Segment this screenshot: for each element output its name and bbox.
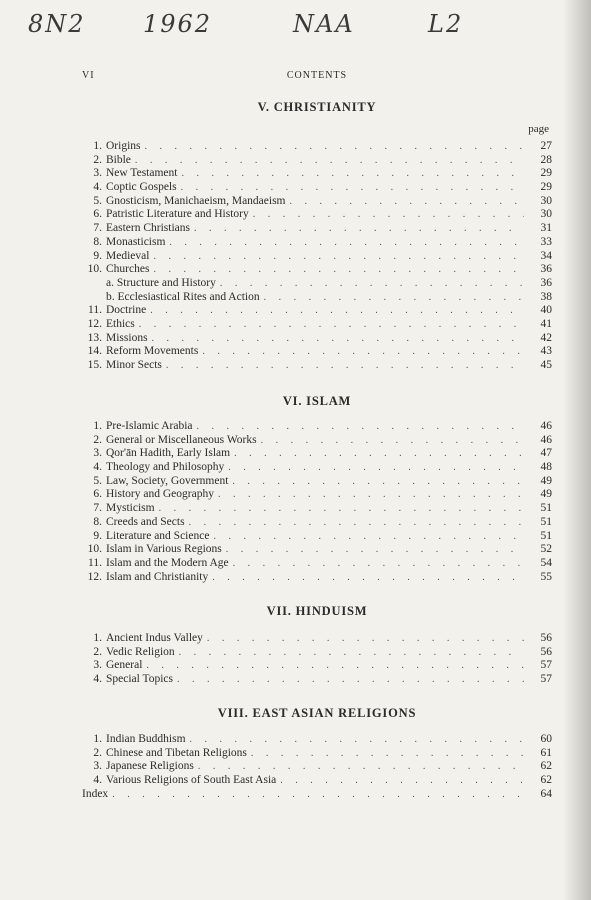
entry-label: Eastern Christians: [106, 222, 190, 235]
entry-number: 5.: [93, 474, 102, 487]
dot-leader: [232, 475, 524, 489]
page-column-label: page: [528, 123, 549, 135]
entry-page: 62: [540, 760, 552, 773]
toc-entry: [82, 304, 552, 318]
entry-label: Minor Sects: [106, 359, 162, 371]
entry-page: 38: [540, 290, 552, 303]
toc-entry: [82, 475, 552, 489]
entry-label: Indian Buddhism: [106, 733, 186, 745]
dot-leader: [177, 673, 524, 687]
dot-leader: [150, 304, 524, 318]
toc-entry: [82, 502, 552, 516]
handwritten-note: 1962: [143, 10, 213, 38]
dot-leader: [212, 571, 524, 585]
entry-label: Gnosticism, Manichaeism, Mandaeism: [106, 194, 286, 207]
entry-page: 61: [540, 746, 552, 759]
entry-page: 46: [540, 420, 552, 432]
entry-page: 34: [540, 249, 552, 262]
entry-number: 2.: [93, 433, 102, 446]
page-edge-shadow: [563, 0, 591, 900]
dot-leader: [153, 263, 524, 277]
entry-number: 10.: [87, 263, 102, 276]
dot-leader: [228, 461, 524, 475]
toc-entry: [82, 208, 552, 222]
dot-leader: [233, 557, 524, 571]
dot-leader: [169, 236, 524, 250]
toc-entry: [82, 774, 552, 788]
entry-number: 13.: [87, 331, 102, 344]
entry-number: 3.: [93, 659, 102, 672]
entry-page: 29: [540, 181, 552, 194]
entry-number: 2.: [93, 153, 102, 166]
toc-list-east-asian-religions: [82, 733, 552, 801]
toc-entry: [82, 140, 552, 154]
entry-label: a. Structure and History: [106, 276, 216, 289]
entry-label: General or Miscellaneous Works: [106, 433, 257, 446]
toc-entry: [82, 181, 552, 195]
entry-label: New Testament: [106, 167, 178, 180]
toc-entry: [82, 557, 552, 571]
toc-entry: [82, 571, 552, 585]
entry-number: 1.: [93, 140, 102, 152]
entry-page: 51: [540, 502, 552, 515]
entry-number: 11.: [88, 556, 102, 569]
entry-page: 62: [540, 774, 552, 787]
entry-page: 36: [540, 276, 552, 289]
entry-page: 64: [540, 787, 552, 800]
section-title-islam: VI. ISLAM: [282, 394, 352, 408]
entry-label: History and Geography: [106, 488, 214, 501]
entry-number: 3.: [93, 167, 102, 180]
entry-number: 1.: [93, 420, 102, 432]
dot-leader: [152, 332, 524, 346]
entry-label: Law, Society, Government: [106, 474, 229, 487]
entry-label: Ethics: [106, 317, 135, 330]
section-title-hinduism: VII. HINDUISM: [266, 604, 368, 618]
entry-number: 3.: [93, 447, 102, 460]
toc-entry: [82, 263, 552, 277]
entry-label: Ancient Indus Valley: [106, 632, 203, 644]
entry-number: 8.: [93, 515, 102, 528]
toc-entry: [82, 788, 552, 802]
toc-entry: [82, 318, 552, 332]
entry-label: Medieval: [106, 249, 150, 262]
entry-page: 56: [540, 645, 552, 658]
entry-page: 36: [540, 263, 552, 276]
dot-leader: [213, 530, 524, 544]
entry-page: 43: [540, 345, 552, 358]
entry-label: Various Religions of South East Asia: [106, 774, 277, 787]
section-title-christianity: V. CHRISTIANITY: [257, 100, 377, 114]
entry-label: Missions: [106, 331, 148, 344]
entry-number: 10.: [87, 543, 102, 556]
entry-label: Pre-Islamic Arabia: [106, 420, 193, 432]
page-header: [82, 70, 552, 84]
entry-label: Islam and the Modern Age: [106, 556, 229, 569]
entry-page: 40: [540, 304, 552, 317]
toc-entry: [82, 733, 552, 747]
toc-entry: [82, 359, 552, 373]
toc-entry: [82, 434, 552, 448]
entry-label: Chinese and Tibetan Religions: [106, 746, 247, 759]
entry-page: 57: [540, 673, 552, 686]
toc-list-islam: [82, 420, 552, 584]
dot-leader: [280, 774, 524, 788]
dot-leader: [146, 659, 524, 673]
dot-leader: [181, 167, 524, 181]
toc-entry: [82, 195, 552, 209]
entry-number: 8.: [93, 235, 102, 248]
toc-entry: [82, 530, 552, 544]
entry-label: Coptic Gospels: [106, 181, 177, 194]
handwritten-notes: [28, 10, 551, 50]
toc-entry: [82, 420, 552, 434]
entry-label: Vedic Religion: [106, 645, 175, 658]
entry-page: 30: [540, 208, 552, 221]
entry-label: Qor'ān Hadith, Early Islam: [106, 447, 231, 460]
entry-page: 52: [540, 543, 552, 556]
dot-leader: [189, 516, 524, 530]
page-title: CONTENTS: [286, 70, 348, 81]
entry-page: 47: [540, 447, 552, 460]
entry-page: 42: [540, 331, 552, 344]
dot-leader: [153, 250, 524, 264]
entry-page: 31: [540, 222, 552, 235]
dot-leader: [261, 434, 524, 448]
entry-number: 7.: [93, 502, 102, 515]
entry-number: 15.: [87, 359, 102, 371]
toc-entry: [82, 461, 552, 475]
entry-label: General: [106, 659, 143, 672]
dot-leader: [197, 420, 524, 434]
entry-label: Creeds and Sects: [106, 515, 185, 528]
entry-label: Japanese Religions: [106, 760, 194, 773]
entry-number: 4.: [93, 774, 102, 787]
dot-leader: [264, 291, 524, 305]
entry-number: 9.: [93, 249, 102, 262]
entry-number: 2.: [93, 746, 102, 759]
entry-number: 5.: [93, 194, 102, 207]
entry-page: 45: [540, 359, 552, 371]
entry-number: 6.: [93, 488, 102, 501]
entry-label: Mysticism: [106, 502, 155, 515]
toc-entry: [82, 488, 552, 502]
toc-entry: [82, 222, 552, 236]
entry-page: 60: [540, 733, 552, 745]
entry-page: 29: [540, 167, 552, 180]
dot-leader: [220, 277, 524, 291]
toc-entry: [82, 154, 552, 168]
entry-page: 56: [540, 632, 552, 644]
entry-page: 49: [540, 474, 552, 487]
entry-label: Special Topics: [106, 673, 174, 686]
dot-leader: [166, 359, 524, 373]
toc-entry: [82, 646, 552, 660]
dot-leader: [194, 222, 524, 236]
entry-number: 4.: [93, 673, 102, 686]
toc-entry: [82, 543, 552, 557]
entry-number: 1.: [93, 733, 102, 745]
toc-entry: [82, 760, 552, 774]
entry-number: 11.: [88, 304, 102, 317]
section-title-east-asian-religions: VIII. EAST ASIAN RELIGIONS: [217, 706, 417, 720]
dot-leader: [112, 788, 524, 802]
dot-leader: [207, 632, 524, 646]
entry-page: 30: [540, 194, 552, 207]
dot-leader: [145, 140, 525, 154]
entry-page: 46: [540, 433, 552, 446]
entry-number: 4.: [93, 181, 102, 194]
dot-leader: [202, 345, 524, 359]
entry-label: Origins: [106, 140, 141, 152]
dot-leader: [159, 502, 524, 516]
entry-label: Monasticism: [106, 235, 166, 248]
dot-leader: [253, 208, 524, 222]
entry-page: 51: [540, 529, 552, 542]
toc-entry: [82, 632, 552, 646]
entry-number: 12.: [87, 317, 102, 330]
entry-label: Patristic Literature and History: [106, 208, 249, 221]
entry-number: 14.: [87, 345, 102, 358]
toc-entry: [82, 236, 552, 250]
toc-entry: [82, 659, 552, 673]
entry-number: 9.: [93, 529, 102, 542]
toc-list-christianity: [82, 140, 552, 373]
entry-number: 6.: [93, 208, 102, 221]
toc-entry: [82, 747, 552, 761]
entry-page: 51: [540, 515, 552, 528]
dot-leader: [181, 181, 524, 195]
dot-leader: [218, 488, 524, 502]
toc-entry: [82, 516, 552, 530]
entry-page: 41: [540, 317, 552, 330]
entry-label: Islam and Christianity: [106, 570, 209, 583]
handwritten-note: NAA: [293, 10, 355, 38]
entry-label: Theology and Philosophy: [106, 461, 225, 474]
dot-leader: [190, 733, 524, 747]
entry-label: b. Ecclesiastical Rites and Action: [106, 290, 260, 303]
entry-label: Index: [82, 787, 109, 800]
dot-leader: [198, 760, 524, 774]
toc-entry: [82, 167, 552, 181]
entry-label: Literature and Science: [106, 529, 210, 542]
handwritten-note: 8N2: [28, 10, 86, 38]
page-number: VI: [82, 70, 95, 81]
entry-page: 48: [540, 461, 552, 474]
entry-page: 28: [540, 153, 552, 166]
entry-label: Bible: [106, 153, 131, 166]
dot-leader: [251, 747, 524, 761]
dot-leader: [226, 543, 524, 557]
entry-number: 3.: [93, 760, 102, 773]
handwritten-note: L2: [428, 10, 464, 38]
dot-leader: [234, 447, 524, 461]
entry-label: Islam in Various Regions: [106, 543, 222, 556]
entry-label: Churches: [106, 263, 150, 276]
entry-number: 4.: [93, 461, 102, 474]
entry-page: 49: [540, 488, 552, 501]
toc-entry: [82, 447, 552, 461]
entry-page: 54: [540, 556, 552, 569]
entry-page: 55: [540, 570, 552, 583]
toc-entry: [82, 277, 552, 291]
entry-number: 7.: [93, 222, 102, 235]
dot-leader: [290, 195, 525, 209]
toc-entry: [82, 345, 552, 359]
toc-entry: [82, 673, 552, 687]
entry-label: Doctrine: [106, 304, 147, 317]
dot-leader: [179, 646, 524, 660]
dot-leader: [135, 154, 524, 168]
entry-page: 33: [540, 235, 552, 248]
entry-label: Reform Movements: [106, 345, 199, 358]
entry-page: 27: [540, 140, 552, 152]
dot-leader: [139, 318, 524, 332]
entry-number: 2.: [93, 645, 102, 658]
entry-number: 12.: [87, 570, 102, 583]
entry-number: 1.: [93, 632, 102, 644]
toc-list-hinduism: [82, 632, 552, 687]
toc-entry: [82, 291, 552, 305]
entry-page: 57: [540, 659, 552, 672]
toc-entry: [82, 250, 552, 264]
toc-entry: [82, 332, 552, 346]
